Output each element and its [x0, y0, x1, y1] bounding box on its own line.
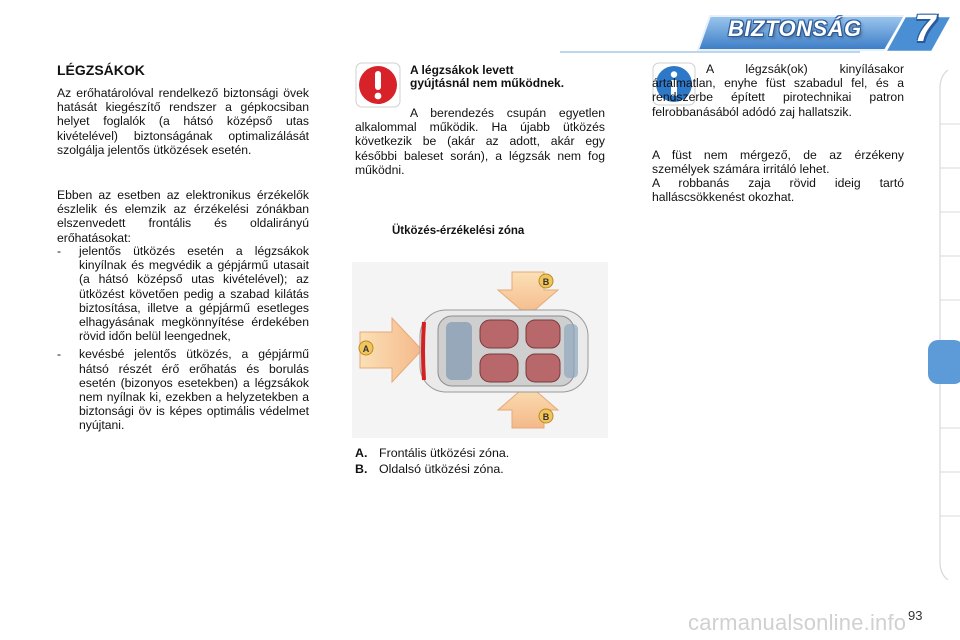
intro-paragraph: Az erőhatárolóval rendelkező biztonsági övek hatását kiegészítő rendszer a gépkocsiban helyet foglalók (a hátsó középső utas kivételével) biztonságának optimalizálását szolgálja jelentős ütközések esetén.	[57, 86, 309, 157]
warning-text: A berendezés csupán egyetlen alkalommal működik. Ha újabb ütközés következik be (akár az adott, akár egy későbbi baleset során), a légzsák nem fog működni.	[355, 106, 605, 177]
info-text: A légzsák(ok) kinyílásakor ártalmatlan, enyhe füst szabadul fel, és a rendszerbe épített pirotechnikai patron felrobbanásából adódó zaj hallatszik.	[652, 62, 904, 119]
legend-item-a: A. Frontális ütközési zóna.	[355, 446, 510, 460]
watermark: carmanualsonline.info	[688, 610, 907, 635]
legend-item-b: B. Oldalsó ütközési zóna.	[355, 462, 504, 476]
warning-title: A légzsákok levett gyújtásnál nem működnek.	[410, 63, 565, 90]
label-b-top: B	[542, 277, 550, 287]
active-chapter-tab	[928, 340, 960, 384]
info-paragraph-3: A robbanás zaja rövid ideig tartó halláscsökkenést okozhat.	[652, 176, 904, 205]
label-b-bottom: B	[542, 412, 550, 422]
list-item: - jelentős ütközés esetén a légzsákok kinyílnak és megvédik a gépjármű utasait (a hátsó középső utas kivételével); az ütközést követően pedig a szabad kilátás biztosítása, illetve a gépjármű esetleges elhagyásának megkönnyítése érdekében rövid időn belül leengednek,	[57, 244, 309, 344]
section-title: LÉGZSÁKOK	[57, 62, 145, 78]
chapter-tab-strip	[928, 70, 960, 580]
list-item: - kevésbé jelentős ütközés, a gépjármű hátsó részét érő erőhatás és borulás esetén (bizonyos esetekben) a légzsákok nem nyílnak ki, ezekben a helyzetekben a biztonsági öv is képes optimális védelmet nyújtani.	[57, 347, 309, 433]
deployment-list	[57, 244, 309, 437]
impact-zone-diagram	[352, 262, 608, 438]
label-a: A	[362, 344, 370, 354]
chapter-title: BIZTONSÁG	[728, 16, 862, 41]
chapter-number: 7	[914, 8, 936, 50]
page-number: 93	[908, 608, 923, 623]
zone-title: Ütközés-érzékelési zóna	[392, 225, 525, 237]
sensor-paragraph: Ebben az esetben az elektronikus érzékelők észlelik és elemzik az érzékelési zónákban elszenvedett frontális és oldalirányú erőhatásokat:	[57, 188, 309, 245]
info-paragraph-2: A füst nem mérgező, de az érzékeny személyek számára irritáló lehet.	[652, 148, 904, 177]
exclamation-icon	[355, 62, 401, 108]
